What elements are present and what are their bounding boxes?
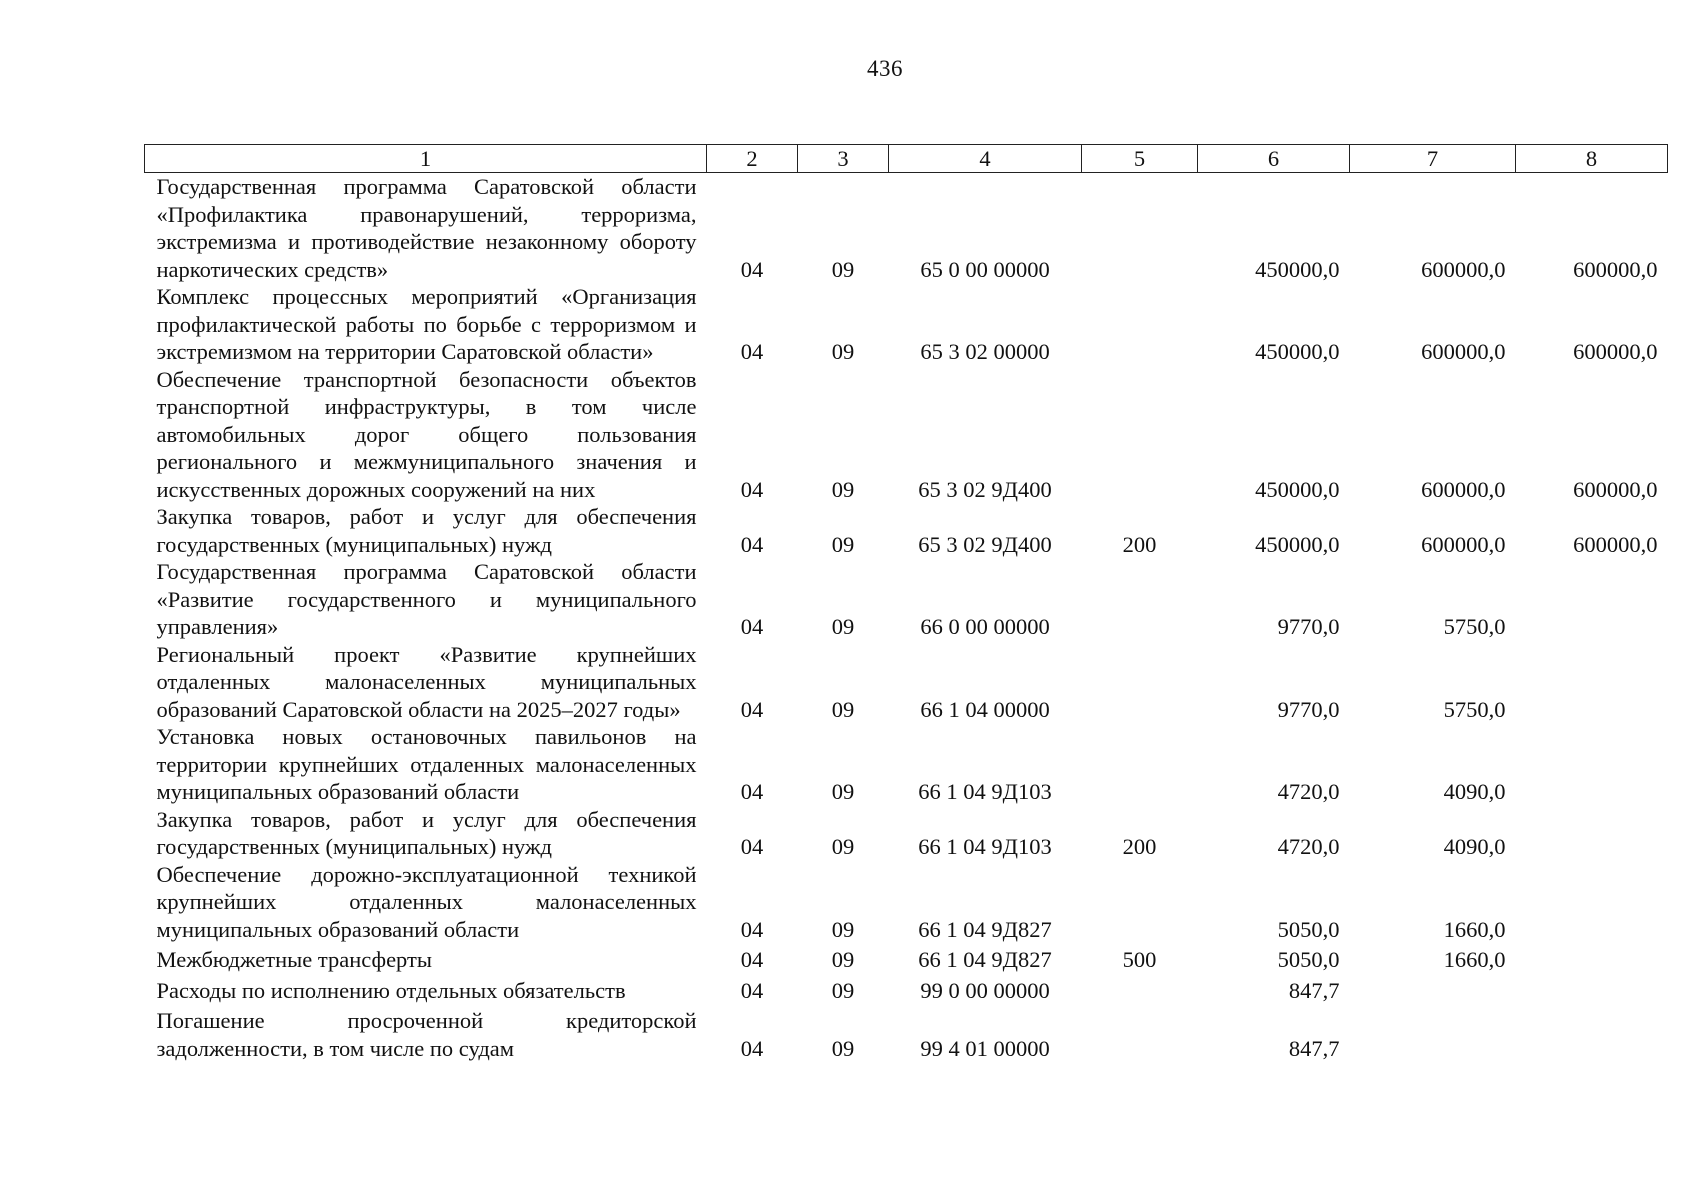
- header-col-amount-3: 8: [1516, 145, 1668, 173]
- row-subsection: 09: [831, 779, 855, 804]
- row-target-article: 65 3 02 9Д400: [918, 476, 1052, 502]
- row-section: 04: [740, 834, 764, 859]
- row-section: 04: [740, 1035, 764, 1061]
- row-subsection: 09: [831, 614, 855, 639]
- row-expense-type: [1082, 641, 1198, 724]
- row-section: 04: [740, 779, 764, 804]
- row-subsection: 09: [831, 947, 855, 972]
- table-row: [145, 503, 1668, 558]
- row-subsection: 09: [831, 256, 855, 282]
- row-target-article: 66 1 04 9Д103: [918, 834, 1052, 859]
- row-amount-2: [1350, 974, 1516, 1005]
- row-name: Межбюджетные трансферты: [156, 947, 432, 972]
- row-amount-2: 600000,0: [1421, 339, 1506, 364]
- row-section: 04: [740, 256, 764, 282]
- row-subsection: 09: [831, 916, 855, 942]
- row-name: Погашение просроченной кредиторской задолженности, в том числе по судам: [156, 1008, 697, 1061]
- row-amount-2: 5750,0: [1443, 696, 1506, 722]
- table-header: [145, 145, 1668, 173]
- table-row: [145, 974, 1668, 1005]
- row-amount-2: [1350, 1004, 1516, 1062]
- row-subsection: 09: [831, 476, 855, 502]
- row-amount-3: [1516, 974, 1668, 1005]
- row-target-article: 66 1 04 9Д827: [918, 916, 1052, 942]
- row-amount-3: [1516, 861, 1668, 944]
- row-expense-type: [1082, 974, 1198, 1005]
- row-amount-3: 600000,0: [1573, 476, 1658, 502]
- row-amount-3: 600000,0: [1573, 531, 1658, 557]
- row-subsection: 09: [831, 696, 855, 722]
- header-col-subsection: 3: [798, 145, 889, 173]
- row-expense-type: 200: [1122, 834, 1157, 859]
- row-target-article: 66 1 04 9Д827: [918, 947, 1052, 972]
- row-amount-3: [1516, 723, 1668, 806]
- table-row: [145, 1004, 1668, 1062]
- row-subsection: 09: [831, 339, 855, 364]
- row-subsection: 09: [831, 834, 855, 859]
- header-col-section: 2: [707, 145, 798, 173]
- row-amount-1: 9770,0: [1277, 614, 1340, 639]
- table-row: [145, 723, 1668, 806]
- row-expense-type: [1082, 173, 1198, 284]
- row-amount-2: 600000,0: [1421, 256, 1506, 282]
- row-amount-2: 600000,0: [1421, 531, 1506, 557]
- table-row: [145, 283, 1668, 366]
- table-row: [145, 943, 1668, 974]
- page-number: 436: [867, 56, 903, 81]
- row-amount-1: 847,7: [1288, 1035, 1340, 1061]
- row-subsection: 09: [831, 531, 855, 557]
- row-amount-1: 450000,0: [1255, 531, 1340, 557]
- row-amount-1: 450000,0: [1255, 339, 1340, 364]
- row-expense-type: [1082, 1004, 1198, 1062]
- row-amount-3: [1516, 1004, 1668, 1062]
- row-name: Комплекс процессных мероприятий «Организация профилактической работы по борьбе с терроризмом и экстремизмом на территории Саратовской области»: [156, 284, 697, 364]
- row-expense-type: 500: [1122, 947, 1157, 972]
- row-name: Обеспечение транспортной безопасности объектов транспортной инфраструктуры, в том числе автомобильных дорог общего пользования регионального и межмуниципального значения и искусственных дорожных сооружений на них: [156, 366, 697, 502]
- row-amount-3: [1516, 943, 1668, 974]
- row-name: Установка новых остановочных павильонов на территории крупнейших отдаленных малонаселенных муниципальных образований области: [156, 724, 697, 804]
- header-col-amount-1: 6: [1198, 145, 1350, 173]
- row-name: Закупка товаров, работ и услуг для обеспечения государственных (муниципальных) нужд: [156, 504, 697, 557]
- row-amount-1: 9770,0: [1277, 696, 1340, 722]
- row-section: 04: [740, 614, 764, 639]
- table-row: [145, 861, 1668, 944]
- row-name: Государственная программа Саратовской области «Развитие государственного и муниципального управления»: [156, 559, 697, 639]
- header-col-target-article: 4: [889, 145, 1082, 173]
- row-target-article: 66 1 04 00000: [920, 696, 1050, 722]
- row-section: 04: [740, 696, 764, 722]
- row-name: Государственная программа Саратовской области «Профилактика правонарушений, терроризма, экстремизма и противодействие незаконному обороту наркотических средств»: [156, 174, 697, 282]
- row-expense-type: [1082, 283, 1198, 366]
- table-body: [145, 173, 1668, 1063]
- row-target-article: 99 0 00 00000: [920, 977, 1050, 1003]
- row-expense-type: 200: [1122, 531, 1157, 557]
- row-section: 04: [740, 531, 764, 557]
- row-amount-3: 600000,0: [1573, 256, 1658, 282]
- row-section: 04: [740, 916, 764, 942]
- table-row: [145, 173, 1668, 284]
- row-name: Закупка товаров, работ и услуг для обеспечения государственных (муниципальных) нужд: [156, 806, 697, 859]
- row-amount-1: 4720,0: [1277, 779, 1340, 804]
- table-row: [145, 806, 1668, 861]
- row-amount-2: 1660,0: [1443, 916, 1506, 942]
- header-row: [145, 145, 1668, 173]
- row-target-article: 66 1 04 9Д103: [918, 779, 1052, 804]
- row-amount-3: [1516, 641, 1668, 724]
- row-subsection: 09: [831, 977, 855, 1003]
- row-name: Обеспечение дорожно-эксплуатационной техникой крупнейших отдаленных малонаселенных муниципальных образований области: [156, 861, 697, 942]
- row-target-article: 99 4 01 00000: [920, 1035, 1050, 1061]
- row-expense-type: [1082, 366, 1198, 504]
- row-amount-1: 847,7: [1288, 977, 1340, 1003]
- row-amount-2: 600000,0: [1421, 476, 1506, 502]
- row-section: 04: [740, 339, 764, 364]
- row-section: 04: [740, 947, 764, 972]
- row-amount-1: 4720,0: [1277, 834, 1340, 859]
- row-target-article: 65 3 02 9Д400: [918, 531, 1052, 557]
- row-amount-2: 4090,0: [1443, 834, 1506, 859]
- row-subsection: 09: [831, 1035, 855, 1061]
- row-expense-type: [1082, 558, 1198, 641]
- row-expense-type: [1082, 861, 1198, 944]
- header-col-amount-2: 7: [1350, 145, 1516, 173]
- row-amount-1: 5050,0: [1277, 947, 1340, 972]
- row-expense-type: [1082, 723, 1198, 806]
- row-amount-1: 450000,0: [1255, 476, 1340, 502]
- row-name: Региональный проект «Развитие крупнейших отдаленных малонаселенных муниципальных образований Саратовской области на 2025–2027 годы»: [156, 641, 697, 722]
- row-target-article: 66 0 00 00000: [920, 614, 1050, 639]
- budget-table: [144, 144, 1668, 1062]
- table-row: [145, 366, 1668, 504]
- row-amount-2: 5750,0: [1443, 614, 1506, 639]
- row-amount-3: [1516, 558, 1668, 641]
- row-section: 04: [740, 476, 764, 502]
- row-name: Расходы по исполнению отдельных обязательств: [156, 977, 626, 1003]
- row-section: 04: [740, 977, 764, 1003]
- row-amount-3: 600000,0: [1573, 339, 1658, 364]
- row-amount-2: 4090,0: [1443, 779, 1506, 804]
- row-amount-2: 1660,0: [1443, 947, 1506, 972]
- row-amount-1: 450000,0: [1255, 256, 1340, 282]
- table-row: [145, 558, 1668, 641]
- row-amount-1: 5050,0: [1277, 916, 1340, 942]
- header-col-name: 1: [145, 145, 707, 173]
- row-target-article: 65 3 02 00000: [920, 339, 1050, 364]
- table-row: [145, 641, 1668, 724]
- header-col-expense-type: 5: [1082, 145, 1198, 173]
- row-amount-3: [1516, 806, 1668, 861]
- row-target-article: 65 0 00 00000: [920, 256, 1050, 282]
